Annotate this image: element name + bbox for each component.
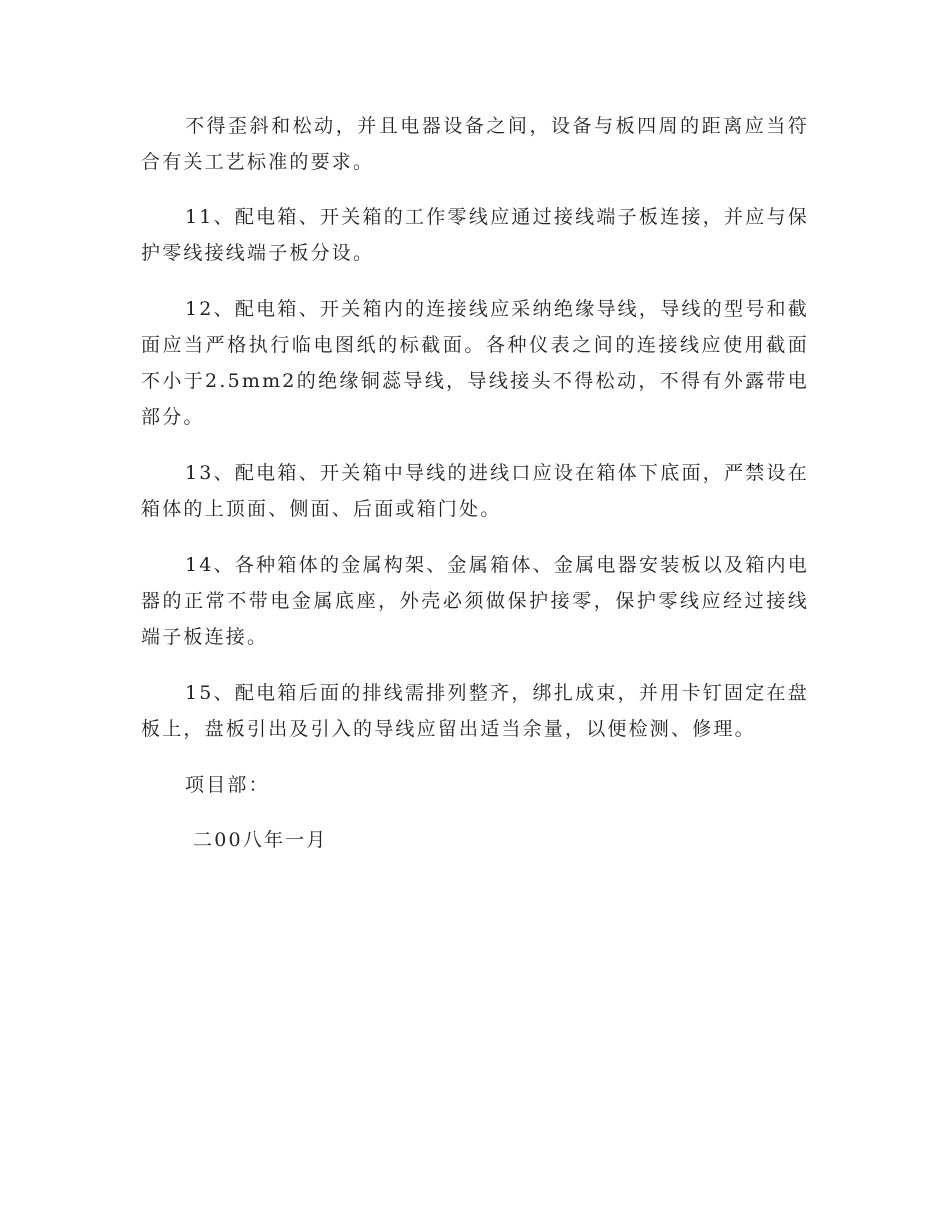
paragraph-item-13: 13、配电箱、开关箱中导线的进线口应设在箱体下底面，严禁设在箱体的上顶面、侧面、后面或箱门处。: [141, 462, 809, 520]
signature-department: 项目部：: [185, 774, 270, 796]
paragraph-item-14: 14、各种箱体的金属构架、金属箱体、金属电器安装板以及箱内电器的正常不带电金属底座，外壳必须做保护接零，保护零线应经过接线端子板连接。: [141, 554, 809, 648]
paragraph-item-11: 11、配电箱、开关箱的工作零线应通过接线端子板连接，并应与保护零线接线端子板分设。: [141, 206, 809, 264]
signature-date: 二00八年一月: [193, 829, 328, 851]
paragraph-item-12: 12、配电箱、开关箱内的连接线应采纳绝缘导线，导线的型号和截面应当严格执行临电图纸的标截面。各种仪表之间的连接线应使用截面不小于2.5mm2的绝缘铜蕊导线，导线接头不得松动，不得有外露带电部分。: [141, 298, 809, 428]
paragraph-item-15: 15、配电箱后面的排线需排列整齐，绑扎成束，并用卡钉固定在盘板上，盘板引出及引入的导线应留出适当余量，以便检测、修理。: [141, 682, 809, 740]
paragraph-continuation: 不得歪斜和松动，并且电器设备之间，设备与板四周的距离应当符合有关工艺标准的要求。: [141, 115, 809, 173]
document-body: [141, 108, 809, 858]
